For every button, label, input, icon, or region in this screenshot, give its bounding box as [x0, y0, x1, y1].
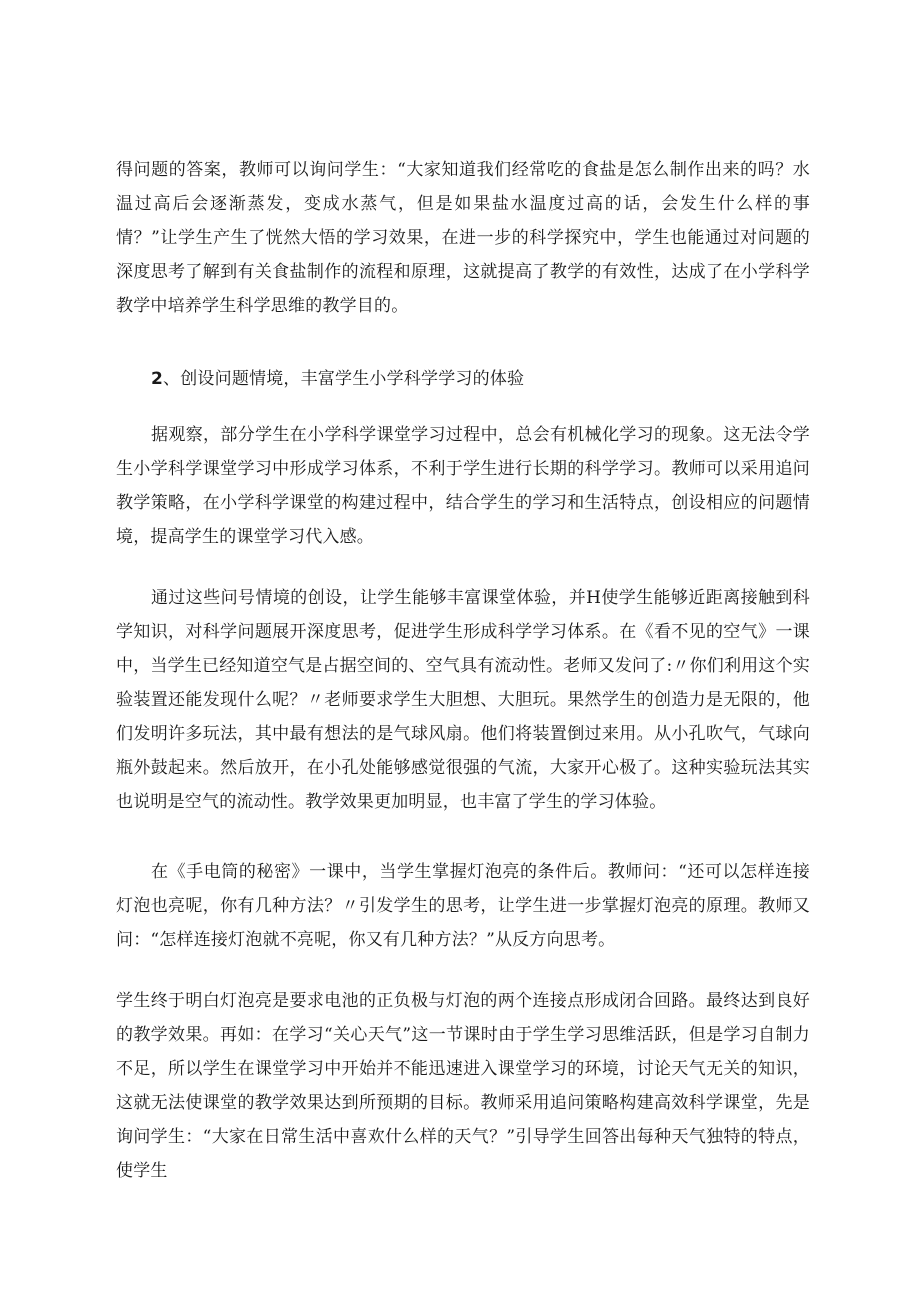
section-heading [151, 362, 811, 396]
paragraph-flashlight: 在《手电筒的秘密》一课中，当学生掌握灯泡亮的条件后。教师问：“还可以怎样连接灯泡也亮呢，你有几种方法？〃引发学生的思考，让学生进一步掌握灯泡亮的原理。教师又问：“怎样连接灯泡就不亮呢，你又有几种方法？”从反方向思考。 [116, 862, 810, 950]
section-heading-number: 2 [151, 369, 164, 389]
paragraph-weather: 学生终于明白灯泡亮是要求电池的正负极与灯泡的两个连接点形成闭合回路。最终达到良好的教学效果。再如：在学习“关心天气”这一节课时由于学生学习思维活跃，但是学习自制力不足，所以学生在课堂学习中开始并不能迅速进入课堂学习的环境，讨论天气无关的知识，这就无法使课堂的教学效果达到所预期的目标。教师采用追问策略构建高效科学课堂，先是询问学生：“大家在日常生活中喜欢什么样的天气？”引导学生回答出每种天气独特的特点，使学生 [116, 991, 810, 1181]
paragraph-salt-question: 得问题的答案，教师可以询问学生：“大家知道我们经常吃的食盐是怎么制作出来的吗？水温过高后会逐渐蒸发，变成水蒸气，但是如果盐水温度过高的话，会发生什么样的事情？”让学生产生了恍然大悟的学习效果，在进一步的科学探究中，学生也能通过对问题的深度思考了解到有关食盐制作的流程和原理，这就提高了教学的有效性，达成了在小学科学教学中培养学生科学思维的教学目的。 [116, 160, 810, 316]
section-heading-text: 、创设问题情境，丰富学生小学科学学习的体验 [163, 369, 525, 389]
paragraph-invisible-air: 通过这些问号情境的创设，让学生能够丰富课堂体验，并H使学生能够近距离接触到科学知识，对科学问题展开深度思考，促进学生形成科学学习体系。在《看不见的空气》一课中，当学生已经知道空气是占据空间的、空气具有流动性。老师又发问了:〃你们利用这个实验装置还能发现什么呢？〃老师要求学生大胆想、大胆玩。果然学生的创造力是无限的，他们发明许多玩法，其中最有想法的是气球风扇。他们将装置倒过来用。从小孔吹气，气球向瓶外鼓起来。然后放开，在小孔处能够感觉很强的气流，大家开心极了。这种实验玩法其实也说明是空气的流动性。教学效果更加明显，也丰富了学生的学习体验。 [116, 588, 810, 812]
paragraph-observation: 据观察，部分学生在小学科学课堂学习过程中，总会有机械化学习的现象。这无法令学生小学科学课堂学习中形成学习体系，不利于学生进行长期的科学学习。教师可以采用追问教学策略，在小学科学课堂的构建过程中，结合学生的学习和生活特点，创设相应的问题情境，提高学生的课堂学习代入感。 [116, 425, 810, 547]
